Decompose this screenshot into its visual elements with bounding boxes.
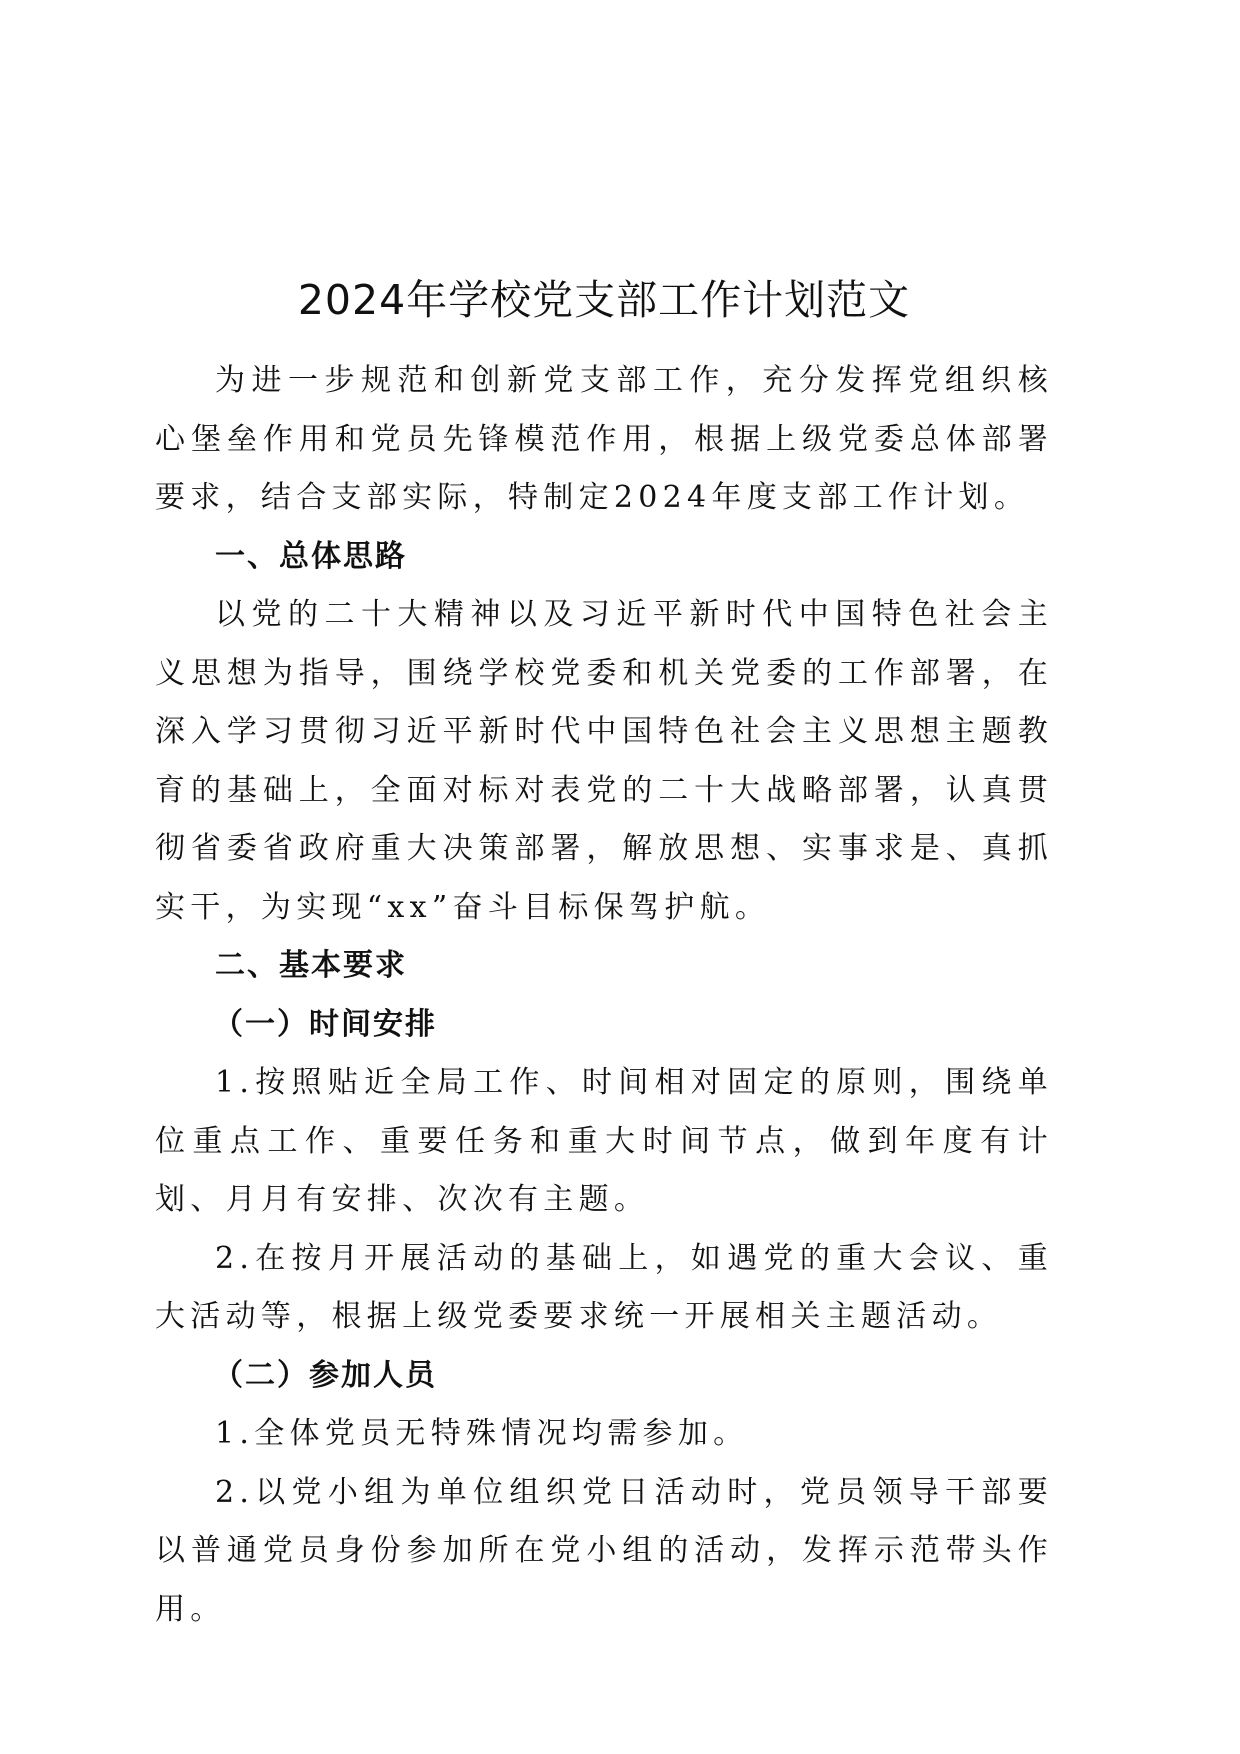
participants-item-1: 1.全体党员无特殊情况均需参加。 [215,1416,749,1451]
subsection-participants-heading: （二）参加人员 [213,1357,437,1393]
participants-item-2: 2.以党小组为单位组织党日活动时，党员领导干部要以普通党员身份参加所在党小组的活动，发挥示范带头作用。 [155,1474,1053,1627]
document-body [155,352,1053,1639]
section-1-heading: 一、总体思路 [215,538,407,574]
section-2-heading: 二、基本要求 [215,948,407,983]
document-title: 2024年学校党支部工作计划范文 [297,276,911,324]
time-item-1: 1.按照贴近全局工作、时间相对固定的原则，围绕单位重点工作、重要任务和重大时间节点，做到年度有计划、月月有安排、次次有主题。 [155,1065,1053,1217]
section-1-paragraph: 以党的二十大精神以及习近平新时代中国特色社会主义思想为指导，围绕学校党委和机关党委的工作部署，在深入学习贯彻习近平新时代中国特色社会主义思想主题教育的基础上，全面对标对表党的二十大战略部署，认真贯彻省委省政府重大决策部署，解放思想、实事求是、真抓实干，为实现“xx”奋斗目标保驾护航。 [155,597,1053,925]
subsection-time-heading: （一）时间安排 [213,1006,437,1042]
time-item-2: 2.在按月开展活动的基础上，如遇党的重大会议、重大活动等，根据上级党委要求统一开展相关主题活动。 [155,1240,1053,1334]
intro-paragraph: 为进一步规范和创新党支部工作，充分发挥党组织核心堡垒作用和党员先锋模范作用，根据上级党委总体部署要求，结合支部实际，特制定2024年度支部工作计划。 [155,363,1053,515]
